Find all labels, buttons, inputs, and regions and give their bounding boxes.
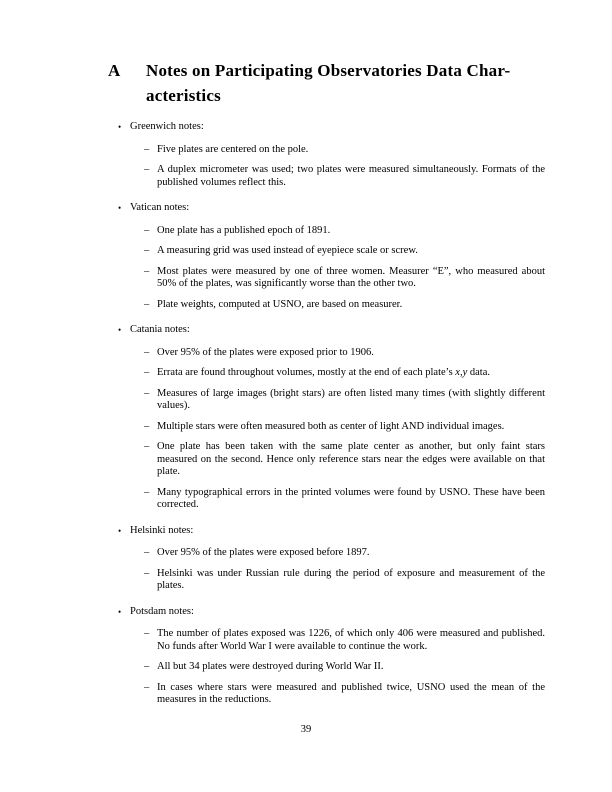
math-variables: x,y	[455, 367, 468, 378]
section-label-row	[108, 202, 545, 215]
note-item	[108, 245, 545, 258]
bullet-icon: •	[118, 203, 122, 213]
observatory-section-vatican	[108, 202, 545, 311]
section-label-row	[108, 324, 545, 337]
section-label: Greenwich notes:	[130, 121, 204, 132]
note-text: Five plates are centered on the pole.	[157, 143, 309, 155]
section-number: A	[108, 61, 121, 80]
note-text: Measures of large images (bright stars) are often listed many times (with slightly different values).	[157, 387, 545, 411]
dash-icon: –	[144, 265, 150, 277]
note-item	[108, 568, 545, 593]
note-text: Plate weights, computed at USNO, are based on measurer.	[157, 298, 403, 310]
section-label: Potsdam notes:	[130, 605, 194, 617]
observatory-section-greenwich	[108, 121, 545, 189]
section-title-line1: Notes on Participating Observatories Data Char-	[146, 61, 511, 80]
dash-icon: –	[144, 486, 150, 498]
note-text: Multiple stars were often measured both as center of light AND individual images.	[157, 420, 505, 432]
note-text: One plate has been taken with the same plate center as another, but only faint stars measured on the second. Hence only reference stars near the edges were available on that plate.	[157, 441, 545, 477]
note-text: Most plates were measured by one of three women. Measurer “E”, who measured about 50% of the plates, was significantly worse than the other two.	[157, 265, 545, 289]
note-text: Helsinki was under Russian rule during the period of exposure and measurement of the plates.	[157, 567, 545, 591]
bullet-icon: •	[118, 606, 122, 617]
observatory-section-catania	[108, 324, 545, 512]
section-title	[146, 58, 545, 108]
section-heading	[108, 58, 545, 108]
note-item	[108, 164, 545, 189]
note-item	[108, 487, 545, 512]
note-item	[108, 144, 545, 157]
note-text	[157, 367, 545, 380]
note-item	[108, 388, 545, 413]
dash-icon: –	[144, 567, 150, 579]
dash-icon: –	[144, 441, 150, 452]
note-text: All but 34 plates were destroyed during World War II.	[157, 661, 384, 672]
section-title-line2: acteristics	[146, 86, 221, 105]
section-label: Vatican notes:	[130, 202, 190, 213]
bullet-icon: •	[118, 525, 122, 536]
dash-icon: –	[144, 143, 150, 155]
dash-icon: –	[144, 346, 150, 358]
page-content	[108, 58, 545, 707]
dash-icon: –	[144, 164, 150, 175]
section-label-row	[108, 606, 545, 619]
note-text: A duplex micrometer was used; two plates were measured simultaneously. Formats of the published volumes reflect this.	[157, 164, 545, 188]
bullet-icon: •	[118, 325, 122, 335]
note-item	[108, 367, 545, 380]
note-item	[108, 682, 545, 707]
dash-icon: –	[144, 661, 150, 672]
note-item	[108, 421, 545, 434]
observatory-section-potsdam	[108, 606, 545, 707]
dash-icon: –	[144, 547, 150, 558]
note-text: A measuring grid was used instead of eyepiece scale or screw.	[157, 245, 418, 256]
dash-icon: –	[144, 681, 150, 693]
dash-icon: –	[144, 420, 150, 432]
page-number: 39	[300, 724, 312, 735]
section-label: Catania notes:	[130, 324, 190, 335]
dash-icon: –	[144, 298, 150, 310]
note-text: The number of plates exposed was 1226, of which only 406 were measured and published. No funds after World War I were available to continue the work.	[157, 628, 545, 652]
dash-icon: –	[144, 387, 150, 399]
note-text: In cases where stars were measured and published twice, USNO used the mean of the measures in the reductions.	[157, 681, 545, 705]
dash-icon: –	[144, 367, 150, 378]
bullet-icon: •	[118, 122, 122, 132]
note-item	[108, 547, 545, 560]
note-item	[108, 299, 545, 312]
note-text: One plate has a published epoch of 1891.	[157, 224, 331, 236]
section-label-row	[108, 121, 545, 134]
note-text-pre: Errata are found throughout volumes, mostly at the end of each plate’s	[157, 367, 456, 378]
note-item	[108, 225, 545, 238]
dash-icon: –	[144, 245, 150, 256]
note-item	[108, 266, 545, 291]
note-item	[108, 661, 545, 674]
note-item	[108, 628, 545, 653]
note-text: Many typographical errors in the printed volumes were found by USNO. These have been corrected.	[157, 486, 545, 510]
section-label-row	[108, 525, 545, 538]
observatory-section-helsinki	[108, 525, 545, 593]
note-text-post: data.	[467, 367, 490, 378]
note-item	[108, 347, 545, 360]
section-label: Helsinki notes:	[130, 524, 194, 536]
dash-icon: –	[144, 224, 150, 236]
note-text: Over 95% of the plates were exposed before 1897.	[157, 547, 370, 558]
dash-icon: –	[144, 628, 150, 639]
note-item	[108, 441, 545, 479]
note-text: Over 95% of the plates were exposed prior to 1906.	[157, 346, 374, 358]
